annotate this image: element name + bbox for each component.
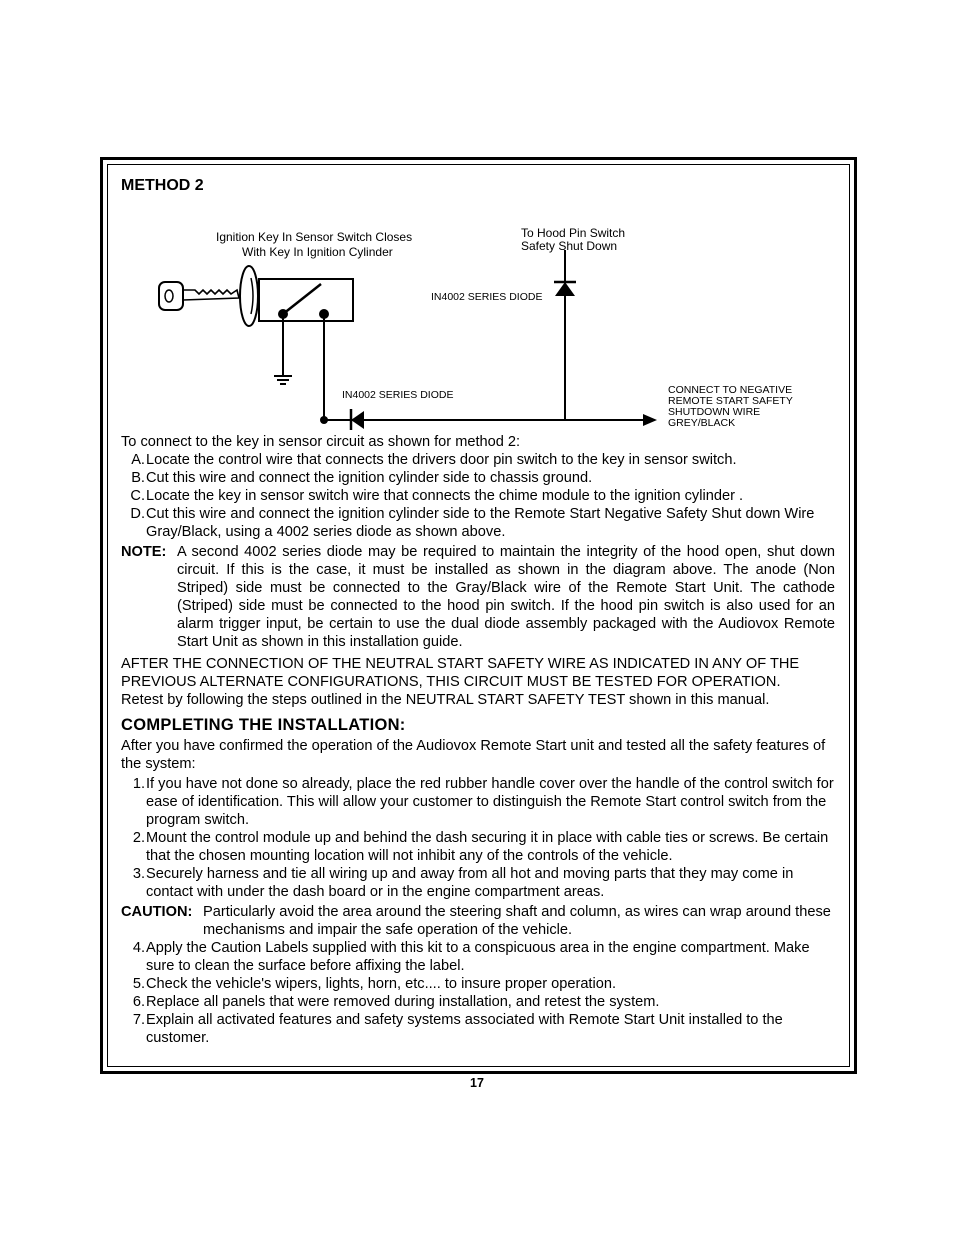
hood-label-line1: To Hood Pin Switch bbox=[521, 226, 626, 240]
after-connection-text: AFTER THE CONNECTION OF THE NEUTRAL START SAFETY WIRE AS INDICATED IN ANY OF THE PREVIOUS ALTERNATE CONFIGURATIONS, THIS CIRCUIT MUST BE TESTED FOR OPERATION. bbox=[121, 656, 800, 690]
completing-steps-b bbox=[121, 939, 835, 1047]
diode-label-lower: IN4002 SERIES DIODE bbox=[342, 389, 454, 401]
ignition-cylinder bbox=[240, 266, 258, 326]
page-content bbox=[121, 174, 835, 1047]
list-item: C. Locate the key in sensor switch wire that connects the chime module to the ignition cylinder . bbox=[130, 488, 744, 504]
upper-diode bbox=[555, 282, 575, 296]
key-head bbox=[159, 282, 183, 310]
completing-steps-a bbox=[121, 775, 835, 901]
note-text: A second 4002 series diode may be required to maintain the integrity of the hood open, shut down circuit. If this is the case, it must be installed as shown in the diagram above. The anode (Non Striped) side must be connected to the Gray/Black wire of the Remote Start Unit. The cathode (Striped) side must be connected to the hood pin switch. If the hood pin switch is also used for an alarm trigger input, be certain to use the dual diode assembly packaged with the Audiovox Remote Start Unit as shown in this installation guide. bbox=[177, 544, 835, 650]
list-item: 2. Mount the control module up and behind the dash securing it in place with cable ties or screws. Be certain that the chosen mounting location will not inhibit any of the controls of the vehicle. bbox=[132, 830, 829, 864]
list-item: D. Cut this wire and connect the ignition cylinder side to the Remote Start Negative Safety Shut down Wire Gray/Black, using a 4002 series diode as shown above. bbox=[130, 506, 815, 540]
list-item: 7. Explain all activated features and safety systems associated with Remote Start Unit installed to the customer. bbox=[132, 1012, 783, 1046]
list-item: 4. Apply the Caution Labels supplied with this kit to a conspicuous area in the engine compartment. Make sure to clean the surface before affixing the label. bbox=[132, 940, 810, 974]
connect-label-line4: GREY/BLACK bbox=[668, 417, 736, 429]
method2-intro: To connect to the key in sensor circuit as shown for method 2: bbox=[121, 434, 521, 450]
diode-label-upper: IN4002 SERIES DIODE bbox=[431, 291, 543, 303]
caution-label: CAUTION: bbox=[121, 904, 193, 920]
hood-label-line2: Safety Shut Down bbox=[521, 239, 618, 253]
completing-heading: COMPLETING THE INSTALLATION: bbox=[121, 716, 406, 734]
completing-intro: After you have confirmed the operation of the Audiovox Remote Start unit and tested all the safety features of the system: bbox=[121, 738, 826, 772]
retest-text: Retest by following the steps outlined in the NEUTRAL START SAFETY TEST shown in this manual. bbox=[121, 692, 770, 708]
connect-label-line1: CONNECT TO NEGATIVE bbox=[668, 384, 793, 396]
note-label: NOTE: bbox=[121, 544, 167, 560]
list-item: B. Cut this wire and connect the ignition cylinder side to chassis ground. bbox=[131, 470, 593, 486]
caution-text: Particularly avoid the area around the steering shaft and column, as wires can wrap around these mechanisms and impair the safe operation of the vehicle. bbox=[203, 904, 831, 938]
list-item: 5. Check the vehicle's wipers, lights, horn, etc.... to insure proper operation. bbox=[132, 976, 617, 992]
list-item: 6. Replace all panels that were removed during installation, and retest the system. bbox=[132, 994, 660, 1010]
wiring-diagram bbox=[121, 198, 835, 430]
connect-label-line3: SHUTDOWN WIRE bbox=[668, 406, 761, 418]
list-item: A. Locate the control wire that connects the drivers door pin switch to the key in sensor switch. bbox=[131, 452, 737, 468]
page-number: 17 bbox=[470, 1076, 484, 1090]
switch-label-line1: Ignition Key In Sensor Switch Closes bbox=[216, 230, 413, 244]
method-heading: METHOD 2 bbox=[121, 177, 204, 194]
lower-diode bbox=[351, 411, 364, 429]
caution-block bbox=[121, 903, 835, 939]
list-item: 1. If you have not done so already, place the red rubber handle cover over the handle of the control switch for ease of identification. This will allow your customer to distinguish the Remote Start control switch from the program switch. bbox=[132, 776, 834, 828]
list-item: 3. Securely harness and tie all wiring up and away from all hot and moving parts that they may come in contact with under the dash board or in the engine compartment areas. bbox=[132, 866, 794, 900]
switch-label-line2: With Key In Ignition Cylinder bbox=[242, 245, 393, 259]
connect-label-line2: REMOTE START SAFETY bbox=[668, 395, 793, 407]
method2-steps bbox=[121, 451, 835, 541]
note-block bbox=[121, 543, 835, 651]
